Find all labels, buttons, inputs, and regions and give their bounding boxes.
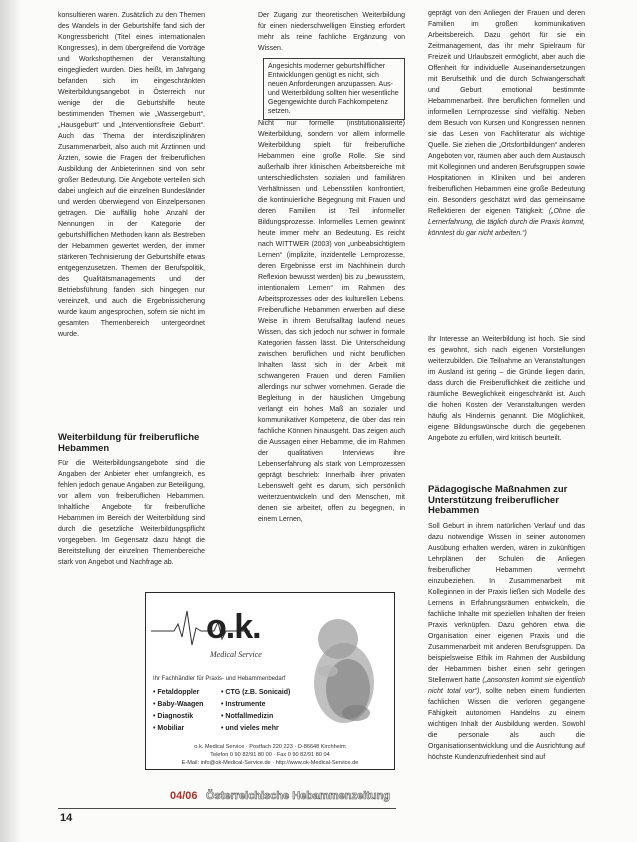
ad-contact-address: o.k. Medical Service · Postfach 220 223 · D-86648 Kirchheim <box>194 744 346 750</box>
footer-divider <box>58 808 396 809</box>
col3-paragraph-3-text-b: , sollte neben einem fundierten fachlichen Wissen die verloren gegangene Fähigkeit autonomen Handelns zu einem wichtigen Inhalt der Ausbildung werden. Sowohl die personale als auch die Organisationsentwicklung und die Ausrichtung auf höchste Kundenzufriedenheit sind auf <box>428 688 586 761</box>
advertisement-ok-medical <box>145 592 395 770</box>
ad-product-list <box>153 687 305 734</box>
ad-logo-script: Medical Service <box>210 650 262 659</box>
col3-interview-quote-1: („Ohne die Lernerfahrung, die täglich durch die Praxis kommt, könntest du gar nicht arbeiten.“) <box>428 208 585 237</box>
ad-product-item: • Baby-Waagen <box>153 699 221 710</box>
col1-paragraph-1: konsultieren waren. Zusätzlich zu den Themen des Wandels in der Geburtshilfe fand sich der Kongressbericht (Titel eines internationalen Kongresses), in dem übergreifend die Vorträge und Workshopthemen der Veranstaltung eingegliedert wurden. Dies heißt, im Jahrgang befanden sich im eingeschränkten Weiterbildungsangebot in Österreich nur wenige der die Geburtshilfe heute bestimmenden Themen wie „Wassergeburt“, „Hausgeburt“ und „Interventionsfreie Geburt“. Auch das Thema der interdisziplinären Zusammenarbeit, also auch mit Ärztinnen und Ärzten, sowie die Fragen der freiberuflichen Ausbildung der Anbieterinnen sind von sehr großer Bedeutung. Die Angebote verteilen sich dabei ungleich auf die einzelnen Bundesländer und werden überwiegend von Einzelpersonen getragen. Die auffällig hohe Anzahl der Nennungen in der Kategorie der geburtshilflichen Methoden kann als Bestreben der Hebammen gewertet werden, der immer stärkeren Technisierung der Geburtshilfe etwas entgegenzusetzen. Themen der Berufspolitik, des Qualitätsmanagements und der Betriebsführung fanden sich hingegen nur vereinzelt, und auch die Ergebnissicherung wurde kaum angesprochen, sofern sie nicht im gesamten Themenbereich untergeordnet wurde. <box>58 12 205 338</box>
ad-logo: o.k. <box>206 608 261 646</box>
ad-tagline: Ihr Fachhändler für Praxis- und Hebammenbedarf <box>153 676 286 682</box>
col3-paragraph-2: Ihr Interesse an Weiterbildung ist hoch. Sie sind es gewohnt, sich nach eigenen Vorstellungen weiterzubilden. Die Teilnahme an Veranstaltungen im Ausland ist gering – die Gründe liegen darin, dass durch die Freiberuflichkeit die zeitliche und räumliche Beweglichkeit eingeschränkt ist. Auch die hohen Kosten der Veranstaltungen werden häufig als Hindernis genannt. Die Möglichkeit, eigene Bildungswünsche durch die gegebenen Angebote zu erfüllen, wird kritisch beurteilt. <box>428 336 585 442</box>
baby-head <box>318 619 358 659</box>
ad-product-item: • Instrumente <box>221 699 305 710</box>
col3-interview-quote-2: („ansonsten kommt sie eigentlich nicht total vor“) <box>428 677 585 695</box>
ad-product-item: • Notfallmedizin <box>221 711 305 722</box>
baby-arm <box>318 665 338 677</box>
col3-paragraph-3 <box>428 521 585 763</box>
ad-product-item: • und vieles mehr <box>221 723 305 734</box>
col2-paragraph-1: Der Zugang zur theoretischen Weiterbildung für einen niederschwelligen Einstieg erfordert mehr als reine fachliche Ergänzung von Wissen. <box>258 12 405 52</box>
ad-contact-web: E-Mail: info@ok-Medical-Service.de · http://www.ok-Medical-Service.de <box>181 760 359 766</box>
pull-quote-box: Angesichts moderner geburtshilflicher Entwicklungen genügt es nicht, sich neuen Anforderungen anzupassen. Aus- und Weiterbildung sollten hier wesentliche Gegengewichte durch Fachkompetenz setzen. <box>263 58 405 120</box>
col3-paragraph-1-text: geprägt von den Anliegen der Frauen und deren Familien im großen kommunikativen Arbeitsbereich. Dazu gehört für sie ein Zeitmanagement, das ihr mehr Spielraum für Freizeit und Urlaubszeit ermöglicht, aber auch die Offenheit für individuelle Auseinandersetzungen mit Berufsethik und die durch Schwangerschaft und Geburt emotional bestimmte Hebammenarbeit. Ihre beruflichen formellen und informellen Lernprozesse sind vielfältig. Neben dem Besuch von Kursen und Kongressen nennen sie das Lesen von Fachliteratur als wichtige Quelle. Sie ziehen die „Ortsfortbildungen“ anderen Angeboten vor, räumen aber auch dem Austausch mit Kolleginnen und anderen Berufsgruppen sowie Hospitationen in Kliniken und bei anderen freiberuflichen Hebammen eine große Bedeutung ein. Besonders geschätzt wird das gemeinsame Reflektieren der eigenen Tätigkeit: <box>428 10 585 215</box>
col3-paragraph-3-text-a: Soll Geburt in ihrem natürlichen Verlauf und das dazu notwendige Wissen in seiner autonomen Ausübung erhalten werden, wären in zukünftigen Lehrplänen der Schulen die Anliegen freiberuflicher Hebammen vermehrt einzubeziehen. In Zusammenarbeit mit Kolleginnen in der Praxis ließen sich Modelle des Lernens in Erfahrungsräumen entwickeln, die fachliche Inhalte mit speziellen Inhalten der freien Praxis verknüpfen. Dazu gehören etwa die Organisation einer eigenen Praxis und die Zusammenarbeit mit anderen Berufsgruppen. Da beispielsweise Ethik im Rahmen der Ausbildung der Hebammen bisher einen sehr geringen Stellenwert hatte <box>428 523 585 684</box>
col1-section-heading: Weiterbildung für freiberufliche Hebammen <box>58 432 200 454</box>
col2-paragraph-2: Nicht nur formelle (institutionalisierte) Weiterbildung, sondern vor allem informelle Weiterbildung spielt für freiberufliche Hebammen eine große Rolle. Sie sind außerhalb ihrer klinischen Arbeitsbereiche mit unterschiedlichsten sozialen und familiären Verhältnissen und Lebensstilen konfrontiert, die kontinuierliche Begegnung mit Frauen und deren Familien ist Teil informeller Bildungsprozesse. Informelles Lernen gewinnt heute immer mehr an Bedeutung. Es reicht nach WITTWER (2003) von „unbeabsichtigtem Lernen“ (implizite, inzidentelle Lernprozesse, deren Ergebnisse erst im Nachhinein durch Reflexion bewusst werden) bis zu „bewusstem, intentionalem Lernen“ im Rahmen des Arbeitsprozesses oder des kulturellen Lebens. Freiberufliche Hebammen erwerben auf diese Weise in ihrem Berufsalltag laufend neues Wissen, das sich jedoch nur schwer in formale Kategorien fassen lässt. Die Unterscheidung zwischen beruflichen und nicht beruflichen Inhalten lässt sich in der Arbeit mit schwangeren Frauen und deren Familien allerdings nur schwer vornehmen. Gerade die Begleitung in der häuslichen Umgebung verlangt ein hohes Maß an sozialer und kommunikativer Kompetenz, die über das rein fachliche Können hinausgeht. Das zeigen auch die Aussagen einer Hebamme, die im Rahmen der qualitativen Interviews ihre Lebenserfahrung als stark von Lernprozessen geprägt beschrieb: Innerhalb ihrer privaten Lebenswelt geht es darum, sich persönlich weiterzuentwickeln und den Menschen, mit denen sie arbeitet, offen zu begegnen, in einem Lernen, <box>258 120 405 523</box>
scan-shadow-edge <box>0 0 22 842</box>
page-number: 14 <box>60 812 73 824</box>
ad-contact-info <box>150 743 390 767</box>
footer-magazine-title: Österreichische Hebammenzeitung <box>206 790 391 802</box>
ad-product-item: • Mobiliar <box>153 723 221 734</box>
ad-product-item: • Fetaldoppler <box>153 687 221 698</box>
col3-section-heading: Pädagogische Maßnahmen zur Unterstützung freiberuflicher Hebammen <box>428 484 568 516</box>
col3-paragraph-1 <box>428 8 585 239</box>
col1-paragraph-2: Für die Weiterbildungsangebote sind die Angaben der Anbieter eher umfangreich, es fehlen jedoch genaue Angaben zur Beteiligung, vor allem von freiberuflichen Hebammen. Inhaltliche Angebote für freiberufliche Hebammen im Bereich der Weiterbildung sind durch die gesetzliche Weiterbildungspflicht vorgegeben. Im Gegensatz dazu hängt die Bereitstellung der einzelnen Themenbereiche stark von Angebot und Nachfrage ab. <box>58 460 205 566</box>
baby-leg <box>342 705 370 721</box>
ad-contact-phone: Telefon 0 90 82/91 80 00 · Fax 0 90 82/91 80 04 <box>210 752 330 758</box>
ad-product-item: • CTG (z.B. Sonicaid) <box>221 687 305 698</box>
ad-product-item: • Diagnostik <box>153 711 221 722</box>
baby-photo-icon <box>298 605 390 733</box>
footer-issue-number: 04/06 <box>170 790 198 802</box>
